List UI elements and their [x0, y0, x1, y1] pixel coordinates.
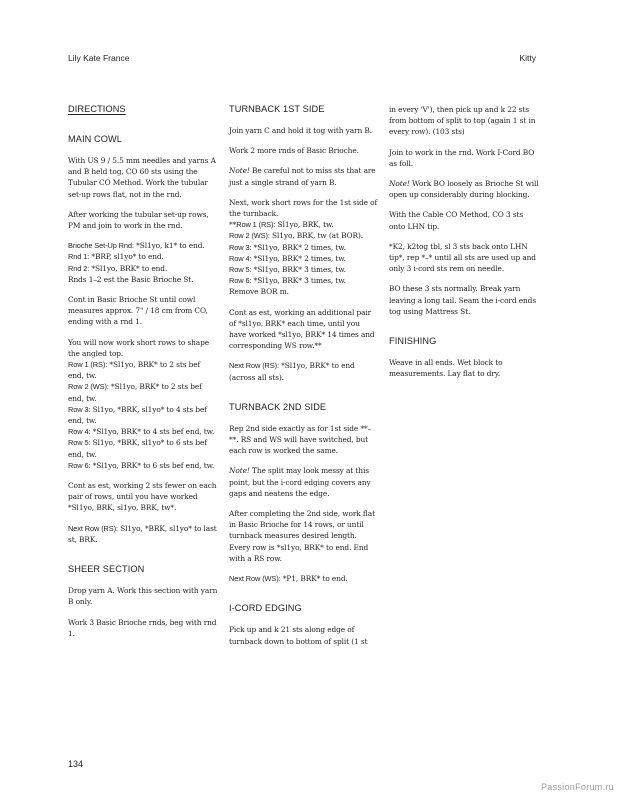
finishing-paragraph: Weave in all ends. Wet block to measurements. Lay flat to dry.: [389, 358, 503, 379]
icord-heading: I-CORD EDGING: [229, 603, 302, 614]
join-yarn-c: Join yarn C and hold it tog with yarn B.: [229, 126, 372, 135]
after-2nd-side: After completing the 2nd side, work flat in Basic Brioche for 14 rows, or until turnback measures desired length. Every row is *sl1yo, BRK* to end. End with a RS row.: [229, 509, 375, 563]
rnd1-text: *BRP, sl1yo* to end.: [89, 252, 164, 262]
note-3-text: Work BO loosely as Brioche St will open up considerably during blocking.: [389, 179, 539, 200]
row6-text: *Sl1yo, BRK* to 6 sts bef end, tw.: [90, 460, 215, 470]
cable-co-paragraph: With the Cable CO Method, CO 3 sts onto LHN tip.: [389, 210, 524, 231]
cast-on-paragraph: With US 9 / 5.5 mm needles and yarns A and B held tog, CO 60 sts using the Tubular CO Method. Work the tubular set-up rows flat, not in the rnd.: [68, 156, 216, 199]
next-row-rs: [68, 523, 218, 545]
drop-yarn-paragraph: Drop yarn A. Work this section with yarn B only.: [68, 586, 218, 607]
rnd2-label: Rnd 2:: [68, 263, 90, 273]
setup-rounds: [68, 240, 218, 285]
turnback-1st-heading: TURNBACK 1ST SIDE: [229, 104, 325, 114]
note-1-text: Be careful not to miss sts that are just a single strand of yarn B.: [229, 166, 376, 187]
short-rows-block: [68, 337, 218, 471]
row1-prefix: **: [229, 220, 237, 230]
tb-row3-text: *Sl1yo, BRK* 2 times, tw.: [251, 242, 346, 252]
page-number: 134: [68, 759, 84, 769]
row4-label: Row 4:: [68, 427, 91, 437]
ws-next-label: Next Row (WS):: [229, 574, 281, 584]
k2-repeat-paragraph: *K2, k2tog tbl, sl 3 sts back onto LHN tip*, rep *–* until all sts are used up and only 3 i-cord sts rem on needle.: [389, 241, 536, 274]
tb-row6-text: *Sl1yo, BRK* 3 times, tw.: [251, 276, 346, 286]
row2-label: Row 2 (WS):: [68, 382, 109, 392]
note-1: [229, 165, 379, 187]
two-more-rnds: Work 2 more rnds of Basic Brioche.: [229, 146, 359, 156]
note-2-label: Note!: [229, 466, 250, 476]
setup-label: Brioche Set-Up Rnd:: [68, 241, 134, 251]
tb-row4-label: Row 4:: [229, 253, 252, 263]
column-1: [68, 104, 218, 648]
join-paragraph: After working the tubular set-up rows, PM and join to work in the rnd.: [68, 209, 209, 231]
remove-bor: Remove BOR m.: [229, 287, 289, 297]
row5-text: Sl1yo, *BRK, sl1yo* to 6 sts bef end, tw.: [68, 438, 207, 459]
main-cowl-heading: MAIN COWL: [68, 134, 122, 144]
cont-as-est-paragraph: Cont as est, working 2 sts fewer on each pair of rows, until you have worked *Sl1yo, BRK, sl1yo, BRK, tw*.: [68, 481, 217, 513]
row1-label: Row 1 (RS):: [68, 360, 108, 370]
rnd2-text: *Sl1yo, BRK* to end.: [89, 263, 168, 273]
next-row-label: Next Row (RS):: [68, 523, 118, 533]
row3-text: Sl1yo, *BRK, sl1yo* to 4 sts bef end, tw.: [68, 404, 207, 426]
sheer-section-heading: SHEER SECTION: [68, 564, 145, 575]
rnd1-label: Rnd 1:: [68, 252, 90, 262]
note-2-text: The split may look messy at this point, but the i-cord edging covers any gaps and neatens the edge.: [229, 466, 371, 498]
short-rows-intro-2: Next, work short rows for the 1st side of the turnback.: [229, 197, 378, 219]
tb-row1-label: Row 1 (RS):: [236, 220, 276, 230]
additional-pair-paragraph: Cont as est, working an additional pair of *sl1yo, BRK* each time, until you have worked *sl1yo, BRK* 14 times and corresponding WS row.**: [229, 307, 375, 351]
rep-2nd-side: Rep 2nd side exactly as for 1st side **–**. RS and WS will have switched, but each row is worked the same.: [229, 423, 372, 456]
row1-text: *Sl1yo, BRK* to 2 sts bef end, tw.: [68, 360, 201, 381]
row2-text: *Sl1yo, BRK* to 2 sts bef end, tw.: [68, 382, 202, 403]
author-name: Lily Kate France: [68, 53, 130, 63]
tb-row3-label: Row 3:: [229, 242, 252, 252]
column-3: [389, 104, 539, 388]
row3-label: Row 3:: [68, 404, 91, 414]
short-rows-intro: You will now work short rows to shape the angled top.: [68, 337, 210, 358]
watermark: PassionForum.ru: [540, 782, 614, 792]
note-1-label: Note!: [229, 166, 250, 176]
row6-label: Row 6:: [68, 460, 91, 470]
finishing-heading: FINISHING: [389, 336, 437, 347]
next-row-text: Sl1yo, *BRK, sl1yo* to last st, BRK.: [68, 523, 217, 544]
tb-row6-label: Row 6:: [229, 276, 252, 286]
tb-row5-label: Row 5:: [229, 265, 252, 275]
join-icord-bo: Join to work in the rnd. Work I-Cord BO as foll.: [389, 147, 535, 168]
basic-brioche-paragraph: Work 3 Basic Brioche rnds, beg with rnd 1.: [68, 617, 217, 638]
note-2: [229, 465, 379, 499]
pattern-name: Kitty: [519, 53, 536, 63]
tb-row2-text: Sl1yo, BRK, tw (at BOR).: [269, 231, 363, 241]
tb-row2-label: Row 2 (WS):: [229, 231, 270, 241]
tb-next-label: Next Row (RS):: [229, 361, 279, 371]
directions-heading: DIRECTIONS: [68, 104, 126, 114]
column-2: [229, 104, 379, 656]
tb-row5-text: *Sl1yo, BRK* 3 times, tw.: [251, 265, 346, 275]
turnback-short-rows: [229, 197, 379, 298]
tb-next-text: *Sl1yo, BRK* to end (across all sts).: [229, 361, 355, 382]
tb-row1-text: Sl1yo, BRK, tw.: [275, 220, 334, 230]
continue-paragraph: Cont in Basic Brioche St until cowl measures approx. 7" / 18 cm from CO, ending with a rnd 1.: [68, 295, 208, 327]
note-3-label: Note!: [389, 179, 410, 189]
note-3: [389, 178, 539, 200]
ws-next-text: *P1, BRK* to end.: [280, 574, 348, 584]
next-row-across: [229, 360, 379, 382]
next-row-ws: [229, 573, 379, 584]
pick-up-continued: in every 'V'), then pick up and k 22 sts from bottom of split to top (again 1 st in every row). (103 sts): [389, 105, 536, 137]
setup-text: *Sl1yo, k1* to end.: [133, 241, 205, 251]
tb-row4-text: *Sl1yo, BRK* 2 times, tw.: [251, 253, 346, 263]
turnback-2nd-heading: TURNBACK 2ND SIDE: [229, 401, 327, 412]
rnds-note: Rnds 1–2 est the Basic Brioche St.: [68, 274, 194, 284]
row5-label: Row 5:: [68, 438, 91, 448]
bo-paragraph: BO these 3 sts normally. Break yarn leaving a long tail. Seam the i-cord ends tog using Mattress St.: [389, 284, 537, 316]
pick-up-paragraph: Pick up and k 21 sts along edge of turnback down to bottom of split (1 st: [229, 625, 368, 646]
row4-text: *Sl1yo, BRK* to 4 sts bef end, tw.: [90, 427, 215, 437]
